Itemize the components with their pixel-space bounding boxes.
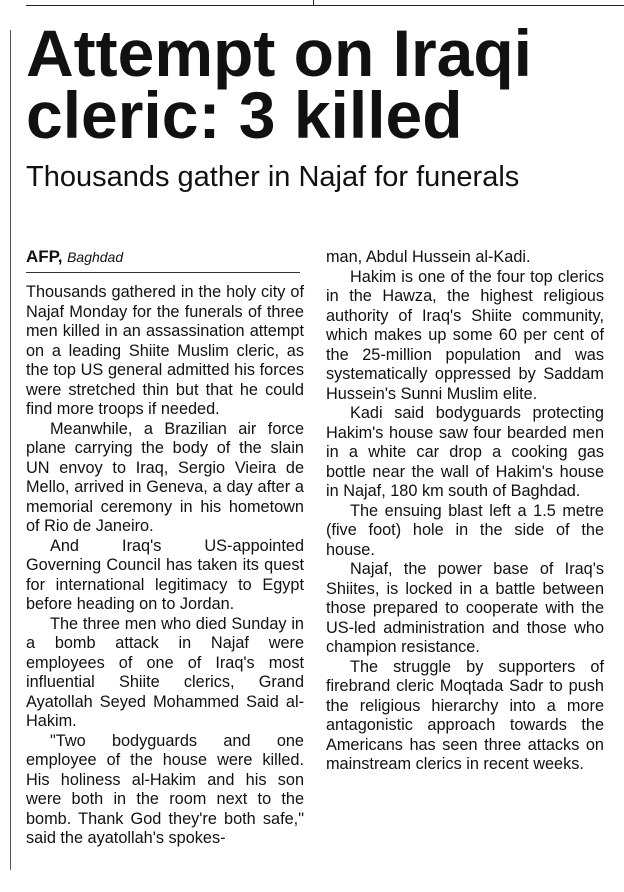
- right-column: [326, 248, 604, 775]
- paragraph-continuation: man, Abdul Hussein al-Kadi.: [326, 248, 531, 266]
- paragraph: Meanwhile, a Brazilian air force plane carrying the body of the slain UN envoy to Iraq, Sergio Vieira de Mello, arrived in Geneva, a day after a memorial ceremony in his hometown of Rio de Janeiro.: [26, 419, 304, 535]
- byline-rule: [26, 272, 300, 273]
- paragraph: Kadi said bodyguards protecting Hakim's house saw four bearded men in a white car drop a cooking gas bottle near the wall of Hakim's house in Najaf, 180 km south of Baghdad.: [326, 404, 604, 500]
- top-rule-tick: [313, 0, 314, 5]
- paragraph: The struggle by supporters of firebrand cleric Moqtada Sadr to push the religious hierarchy into a more antagonistic approach towards the Americans has seen three attacks on mainstream clerics in recent weeks.: [326, 657, 604, 773]
- byline-agency: AFP,: [26, 247, 63, 266]
- paragraph: "Two bodyguards and one employee of the house were killed. His holiness al-Hakim and his son were both in the room next to the bomb. Thank God they're both safe," said the ayatollah's spokes-: [26, 731, 304, 847]
- paragraph: And Iraq's US-appointed Governing Council has taken its quest for international legitimacy to Egypt before heading on to Jordan.: [26, 536, 304, 613]
- top-rule: [26, 5, 624, 6]
- headline: Attempt on Iraqi cleric: 3 killed: [26, 16, 532, 152]
- paragraph: The ensuing blast left a 1.5 metre (five foot) hole in the side of the house.: [326, 501, 604, 559]
- news-article: [26, 16, 614, 847]
- paragraph: The three men who died Sunday in a bomb attack in Najaf were employees of one of Iraq's most influential Shiite clerics, Grand Ayatollah Seyed Mohammed Said al-Hakim.: [26, 614, 304, 730]
- paragraph: Hakim is one of the four top clerics in the Hawza, the highest religious authority of Iraq's Shiite community, which makes up some 60 per cent of the 25-million population and was systematically oppressed by Saddam Hussein's Sunni Muslim elite.: [326, 267, 604, 403]
- subheadline: Thousands gather in Najaf for funerals: [26, 161, 520, 193]
- left-column: [26, 248, 304, 849]
- page-edge-line: [10, 30, 11, 870]
- byline-dateline: Baghdad: [67, 249, 124, 265]
- byline: [26, 246, 304, 272]
- paragraph: Najaf, the power base of Iraq's Shiites, is locked in a battle between those prepared to cooperate with the US-led administration and those who champion resistance.: [326, 560, 604, 656]
- paragraph: Thousands gathered in the holy city of Najaf Monday for the funerals of three men killed in an assassination attempt on a leading Shiite Muslim cleric, as the top US general admitted his forces were stretched thin but that he could find more troops if needed.: [26, 283, 304, 418]
